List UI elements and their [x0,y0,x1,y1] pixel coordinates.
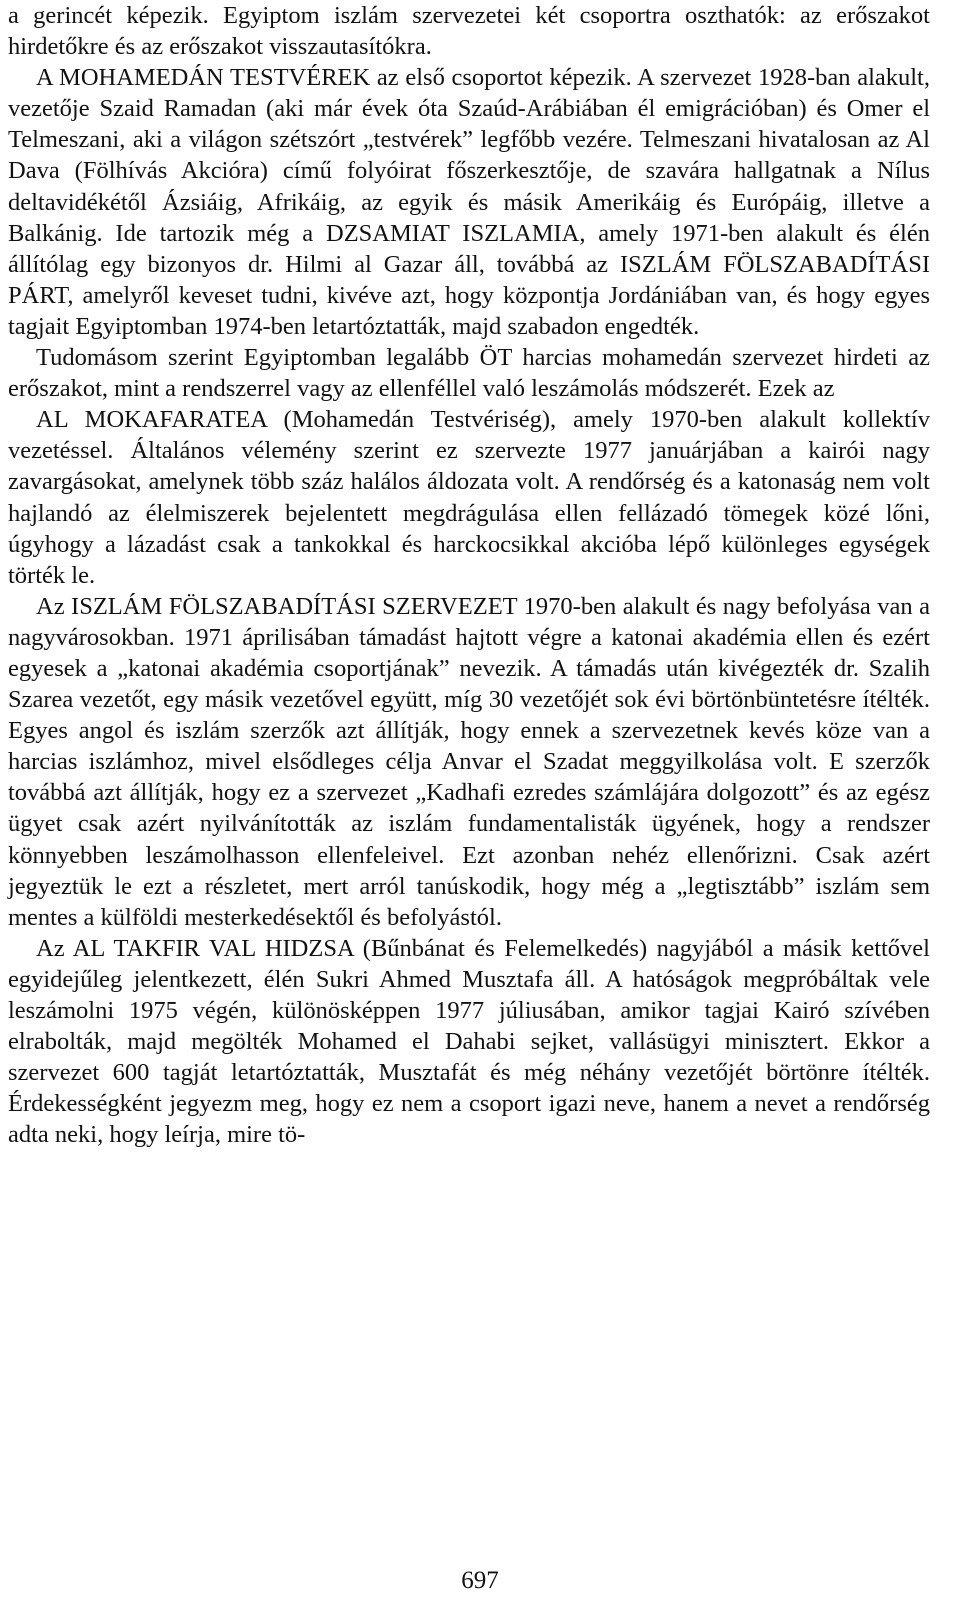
paragraph-6: Az AL TAKFIR VAL HIDZSA (Bűnbánat és Felemelkedés) nagyjából a másik kettővel egyidejűleg jelentkezett, élén Sukri Ahmed Musztafa áll. A hatóságok megpróbáltak vele leszámolni 1975 végén, különösképpen 1977 júliusában, amikor tagjai Kairó szívében elrabolták, majd megölték Mohamed el Dahabi sejket, vallásügyi minisztert. Ekkor a szervezet 600 tagját letartóztatták, Musztafát és még néhány vezetőjét börtönre ítélték. Érdekességként jegyezm meg, hogy ez nem a csoport igazi neve, hanem a nevet a rendőrség adta neki, hogy leírja, mire tö- [8,934,930,1149]
paragraph-2: A MOHAMEDÁN TESTVÉREK az első csoportot képezik. A szervezet 1928-ban alakult, vezetője Szaid Ramadan (aki már évek óta Szaúd-Arábiában él emigrációban) és Omer el Telmeszani, aki a világon szétszórt „testvérek” legfőbb vezére. Telmeszani hivatalosan az Al Dava (Fölhívás Akcióra) című folyóirat főszerkesztője, de szavára hallgatnak a Nílus deltavidékétől Ázsiáig, Afrikáig, az egyik és másik Amerikáig és Európáig, illetve a Balkánig. Ide tartozik még a DZSAMIAT ISZLAMIA, amely 1971-ben alakult és élén állítólag egy bizonyos dr. Hilmi al Gazar áll, továbbá az ISZLÁM FÖLSZABADÍTÁSI PÁRT, amelyről keveset tudni, kivéve azt, hogy központja Jordániában van, és hogy egyes tagjait Egyiptomban 1974-ben letartóztatták, majd szabadon engedték. [8,64,930,340]
body-text [8,0,930,1150]
paragraph-4: AL MOKAFARATEA (Mohamedán Testvériség), amely 1970-ben alakult kollektív vezetéssel. Általános vélemény szerint ez szervezte 1977 januárjában a kairói nagy zavargásokat, amelynek több száz halálos áldozata volt. A rendőrség és a katonaság nem volt hajlandó az élelmiszerek bejelentett megdrágulása ellen fellázadó tömegek közé lőni, úgyhogy a lázadást csak a tankokkal és harckocsikkal akcióba lépő különleges egységek törték le. [8,406,930,589]
paragraph-3: Tudomásom szerint Egyiptomban legalább ÖT harcias mohamedán szervezet hirdeti az erőszakot, mint a rendszerrel vagy az ellenféllel való leszámolás módszerét. Ezek az [8,344,930,403]
paragraph-1: a gerincét képezik. Egyiptom iszlám szervezetei két csoportra oszthatók: az erőszakot hirdetőkre és az erőszakot visszautasítókra. [8,2,930,61]
paragraph-5: Az ISZLÁM FÖLSZABADÍTÁSI SZERVEZET 1970-ben alakult és nagy befolyása van a nagyvárosokban. 1971 áprilisában támadást hajtott végre a katonai akadémia ellen és ezért egyesek a „katonai akadémia csoportjának” nevezik. A támadás után kivégezték dr. Szalih Szarea vezetőt, egy másik vezetővel együtt, míg 30 vezetőjét sok évi börtönbüntetésre ítélték. Egyes angol és iszlám szerzők azt állítják, hogy ennek a szervezetnek kevés köze van a harcias iszlámhoz, mivel elsődleges célja Anvar el Szadat meggyilkolása volt. E szerzők továbbá azt állítják, hogy ez a szervezet „Kadhafi ezredes számlájára dolgozott” és az egész ügyet csak azért nyilvánították az iszlám fundamentalisták ügyének, hogy a rendszer könnyebben leszámolhasson ellenfeleivel. Ezt azonban nehéz ellenőrizni. Csak azért jegyeztük le ezt a részletet, mert arról tanúskodik, hogy még a „legtisztább” iszlám sem mentes a külföldi mesterkedésektől és befolyástól. [8,592,930,931]
page-number: 697 [461,1567,499,1594]
